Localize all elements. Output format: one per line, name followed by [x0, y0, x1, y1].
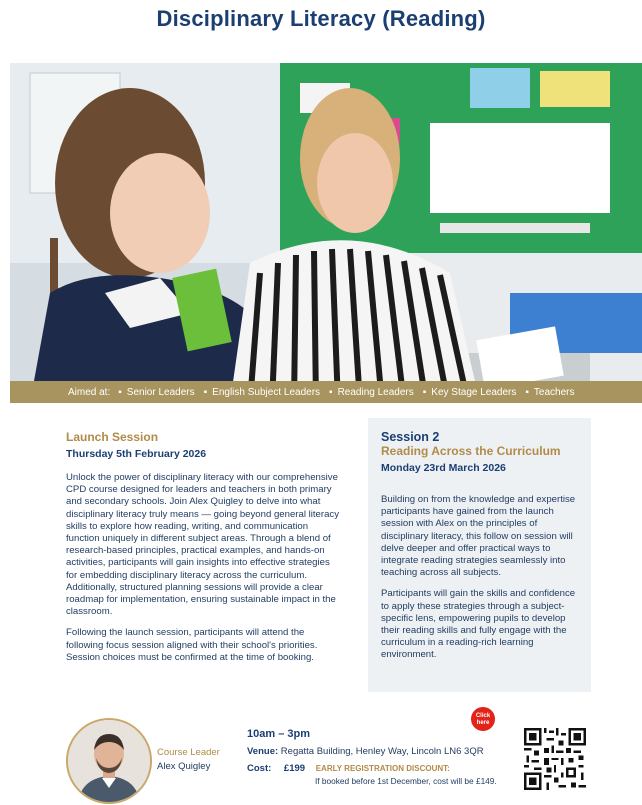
audience-item: ▪ Senior Leaders: [118, 387, 194, 398]
session-time: 10am – 3pm: [247, 728, 310, 740]
session2-description: Building on from the knowledge and expertise participants have gained from the launch session with Alex on the principles of disciplinary literacy, this follow on session will delve deeper and offer practical ways to integrate reading strategies seamlessly into teaching across all subjects.: [381, 494, 576, 579]
session2-panel: [368, 418, 591, 692]
hero-photo: [10, 63, 642, 403]
cost-label: Cost:: [247, 763, 272, 774]
launch-session-title: Launch Session: [66, 430, 159, 444]
classroom-photo-illustration: [10, 63, 642, 403]
click-here-button[interactable]: Click here: [471, 707, 495, 731]
session2-title: Reading Across the Curriculum: [381, 444, 561, 458]
audience-item: ▪ English Subject Leaders: [204, 387, 320, 398]
early-discount-note: If booked before 1st December, cost will be £149.: [315, 776, 497, 786]
audience-item: ▪ Teachers: [525, 387, 574, 398]
session2-heading: Session 2: [381, 430, 440, 444]
venue-line: [247, 746, 484, 757]
leader-portrait: [68, 720, 150, 802]
cost-line: [247, 763, 450, 774]
venue-address: Regatta Building, Henley Way, Lincoln LN6 3QR: [280, 746, 484, 757]
early-discount-label: EARLY REGISTRATION DISCOUNT:: [315, 764, 450, 773]
audience-bar: [10, 381, 642, 403]
launch-description: Unlock the power of disciplinary literacy with our comprehensive CPD course designed for leaders and teachers in both primary and secondary schools. Join Alex Quigley to delve into what disciplinary literacy truly means — going beyond general literacy skills to explore how reading, writing, and communication function uniquely in different subject areas. Through a blend of research-based principles, practical examples, and hands-on activities, participants will gain insights into effective strategies for embedding disciplinary literacy across the curriculum. Additionally, structured planning sessions will provide a clear roadmap for implementation, ensuring sustainable impact in the classroom.: [66, 472, 340, 618]
course-leader-name: Alex Quigley: [157, 761, 211, 772]
aimed-at-label: Aimed at:: [68, 386, 111, 398]
session2-outcomes: Participants will gain the skills and confidence to apply these strategies through a subject-specific lens, empowering pupils to develop their reading skills and fully engage with the curriculum in a reading-rich learning environment.: [381, 588, 576, 661]
session2-date: Monday 23rd March 2026: [381, 462, 506, 474]
course-leader-role: Course Leader: [157, 747, 220, 758]
audience-item: ▪ Reading Leaders: [329, 387, 414, 398]
cost-price: £199: [283, 763, 306, 774]
launch-session-section: [66, 430, 342, 664]
audience-item: ▪ Key Stage Leaders: [423, 387, 517, 398]
launch-followup-note: Following the launch session, participants will attend the following focus session aligned with their school's priorities. Session choices must be confirmed at the time of booking.: [66, 627, 318, 663]
page-title: Disciplinary Literacy (Reading): [156, 6, 486, 31]
venue-label: Venue:: [247, 746, 279, 757]
launch-session-date: Thursday 5th February 2026: [66, 448, 207, 460]
qr-code-icon[interactable]: [524, 728, 586, 790]
course-leader-avatar: [66, 718, 152, 804]
